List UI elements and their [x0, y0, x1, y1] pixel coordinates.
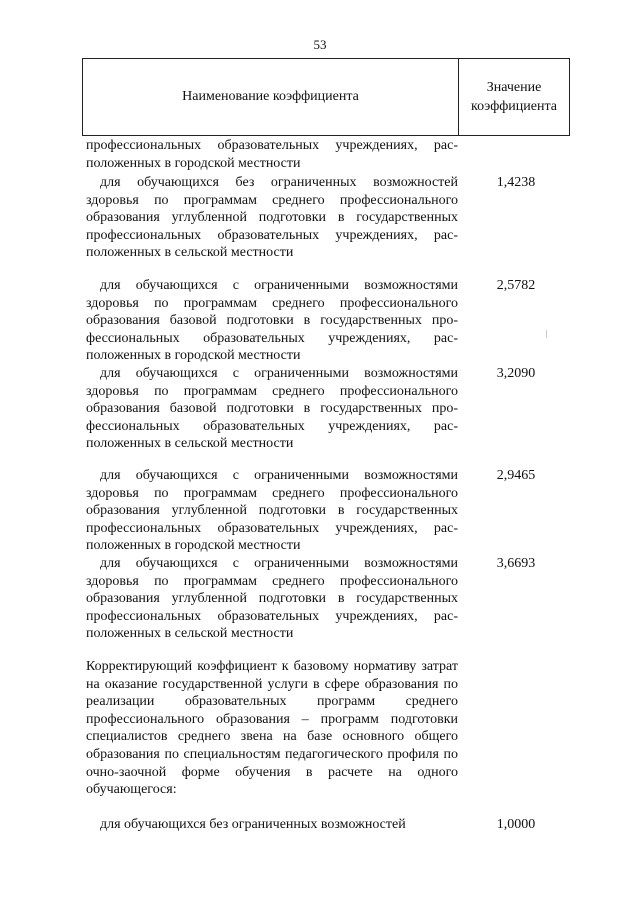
table-row-text: для обучающихся с ограниченными возможностями здоровья по программам среднего профессионального образования базовой подготовки в государственных профессиональных образовательных учреждениях, расположенных в городской местности: [86, 278, 458, 364]
table-row-value: 1,4238: [496, 175, 536, 190]
table-row-text: для обучающихся без ограниченных возможностей: [100, 817, 406, 832]
scan-mark: [546, 330, 547, 338]
header-coefficient-value: Значение коэффициента: [471, 80, 557, 114]
table-row-text: для обучающихся с ограниченными возможностями здоровья по программам среднего профессионального образования углубленной подготовки в государственных профессиональных образовательных учреждениях, расположенных в городской местности: [86, 468, 458, 554]
table-row-value: 1,0000: [496, 817, 536, 832]
table-row-text: профессиональных образовательных учреждениях, расположенных в городской местности: [86, 138, 458, 171]
table-row-text: Корректирующий коэффициент к базовому нормативу затрат на оказание государственной услуги в сфере образования по реализации образовательных программ среднего профессионального образования – программ подготовки специалистов среднего звена на базе основного общего образования по специальностям педагогического профиля по очно-заочной форме обучения в расчете на одного обучающегося:: [86, 659, 458, 798]
table-row-value: 3,2090: [496, 366, 536, 381]
table-row-text: для обучающихся с ограниченными возможностями здоровья по программам среднего профессионального образования базовой подготовки в государственных профессиональных образовательных учреждениях, расположенных в сельской местности: [86, 366, 458, 452]
table-header: [82, 58, 570, 136]
header-coefficient-name: Наименование коэффициента: [182, 89, 359, 104]
table-row-text: для обучающихся без ограниченных возможностей здоровья по программам среднего профессионального образования углубленной подготовки в государственных профессиональных образовательных учреждениях, расположенных в сельской местности: [86, 175, 458, 261]
table-row-text: для обучающихся с ограниченными возможностями здоровья по программам среднего профессионального образования углубленной подготовки в государственных профессиональных образовательных учреждениях, расположенных в сельской местности: [86, 556, 458, 642]
table-row-value: 3,6693: [496, 556, 536, 571]
page-number: 53: [313, 37, 327, 52]
table-row-value: 2,5782: [496, 278, 536, 293]
table-row-value: 2,9465: [496, 468, 536, 483]
